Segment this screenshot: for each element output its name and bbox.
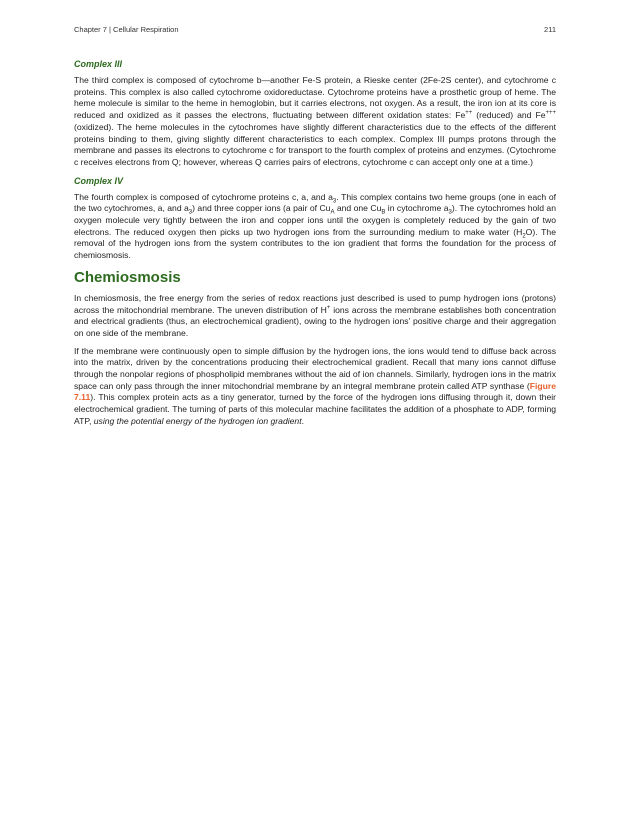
text-span: ) and three copper ions (a pair of Cu — [192, 203, 331, 214]
subscript: 3 — [332, 198, 337, 205]
text-span: ). The cytochromes hold an oxygen molecule very tightly between the iron and copper ions until the oxygen is completely reduced by the gain of two electrons. The reduced oxygen then picks up two hydrogen ions from the surrounding medium to make water (H — [74, 203, 556, 237]
complex-iii-paragraph — [74, 75, 556, 169]
subscript: 2 — [522, 233, 526, 240]
complex-iv-heading: Complex IV — [74, 175, 124, 186]
text-span: ). This complex protein acts as a tiny generator, turned by the force of the hydrogen ions diffusing through it, down their electrochemical gradient. The turning of parts of this molecular machine facilitates the addition of a phosphate to ADP, forming ATP, — [74, 392, 556, 426]
text-span: In chemiosmosis, the free energy from the series of redox reactions just described is used to pump hydrogen ions (protons) across the mitochondrial membrane. The uneven distribution of H — [74, 292, 556, 315]
superscript: ++ — [465, 110, 473, 117]
chapter-title: Chapter 7 | Cellular Respiration — [74, 25, 179, 34]
page-number: 211 — [544, 25, 556, 34]
figure-link[interactable]: Figure 7.11 — [74, 380, 556, 403]
chemiosmosis-paragraph-1 — [74, 293, 556, 340]
text-span: The third complex is composed of cytochrome b—another Fe-S protein, a Rieske center (2Fe-2S center), and cytochrome c proteins. This complex is also called cytochrome oxidoreductase. Cytochrome proteins have a prosthetic group of heme. The heme molecule is similar to the heme in hemoglobin, but it carries electrons, not oxygen. As a result, the iron ion at its core is reduced and oxidized as it passes the electrons, fluctuating between different oxidation states: Fe — [74, 75, 556, 121]
text-span: If the membrane were continuously open to simple diffusion by the hydrogen ions, the ions would tend to diffuse back across into the matrix, driven by the concentrations producing their electrochemical gradient. Recall that many ions cannot diffuse through the nonpolar regions of phospholipid membranes without the aid of ion channels. Similarly, hydrogen ions in the matrix space can only pass through the inner mitochondrial membrane by an integral membrane protein called ATP synthase ( — [74, 345, 556, 391]
complex-iv-paragraph — [74, 192, 556, 262]
subscript: A — [330, 210, 335, 217]
text-span: and one Cu — [334, 203, 382, 214]
text-span: The fourth complex is composed of cytochrome proteins c, a, and a — [74, 191, 333, 202]
chemiosmosis-heading: Chemiosmosis — [74, 268, 181, 286]
subscript: 3 — [448, 210, 452, 217]
complex-iii-heading: Complex III — [74, 59, 123, 69]
text-span: (oxidized). The heme molecules in the cytochromes have slightly different characteristics due to the effects of the different proteins binding to them, giving slightly different characteristics to each complex. Complex III pumps protons through the membrane and passes its electrons to cytochrome c for transport to the fourth complex of proteins and enzymes. (Cytochrome c receives electrons from Q; however, whereas Q carries pairs of electrons, cytochrome c can accept only one at a time.) — [74, 121, 556, 167]
text-span: O). The removal of the hydrogen ions from the system contributes to the ion gradient that forms the foundation for the process of chemiosmosis. — [74, 226, 556, 261]
superscript: + — [326, 304, 331, 311]
subscript: 3 — [188, 210, 193, 217]
emphasis-text: using the potential energy of the hydrogen ion gradient — [93, 415, 302, 426]
text-span: . This complex contains two heme groups (one in each of the two cytochromes, a, and a — [74, 191, 556, 214]
text-span: in cytochrome a — [385, 203, 449, 214]
chemiosmosis-paragraph-2 — [74, 346, 556, 428]
text-span: (reduced) and Fe — [472, 110, 546, 121]
page-header — [74, 25, 556, 37]
main-content — [74, 58, 556, 434]
subscript: B — [381, 210, 386, 217]
superscript: +++ — [545, 110, 556, 117]
text-span: ions across the membrane establishes both concentration and electrical gradients (thus, an electrochemical gradient), owing to the hydrogen ions' positive charge and their aggregation on one side of the membrane. — [74, 304, 556, 338]
text-span: . — [301, 415, 304, 426]
